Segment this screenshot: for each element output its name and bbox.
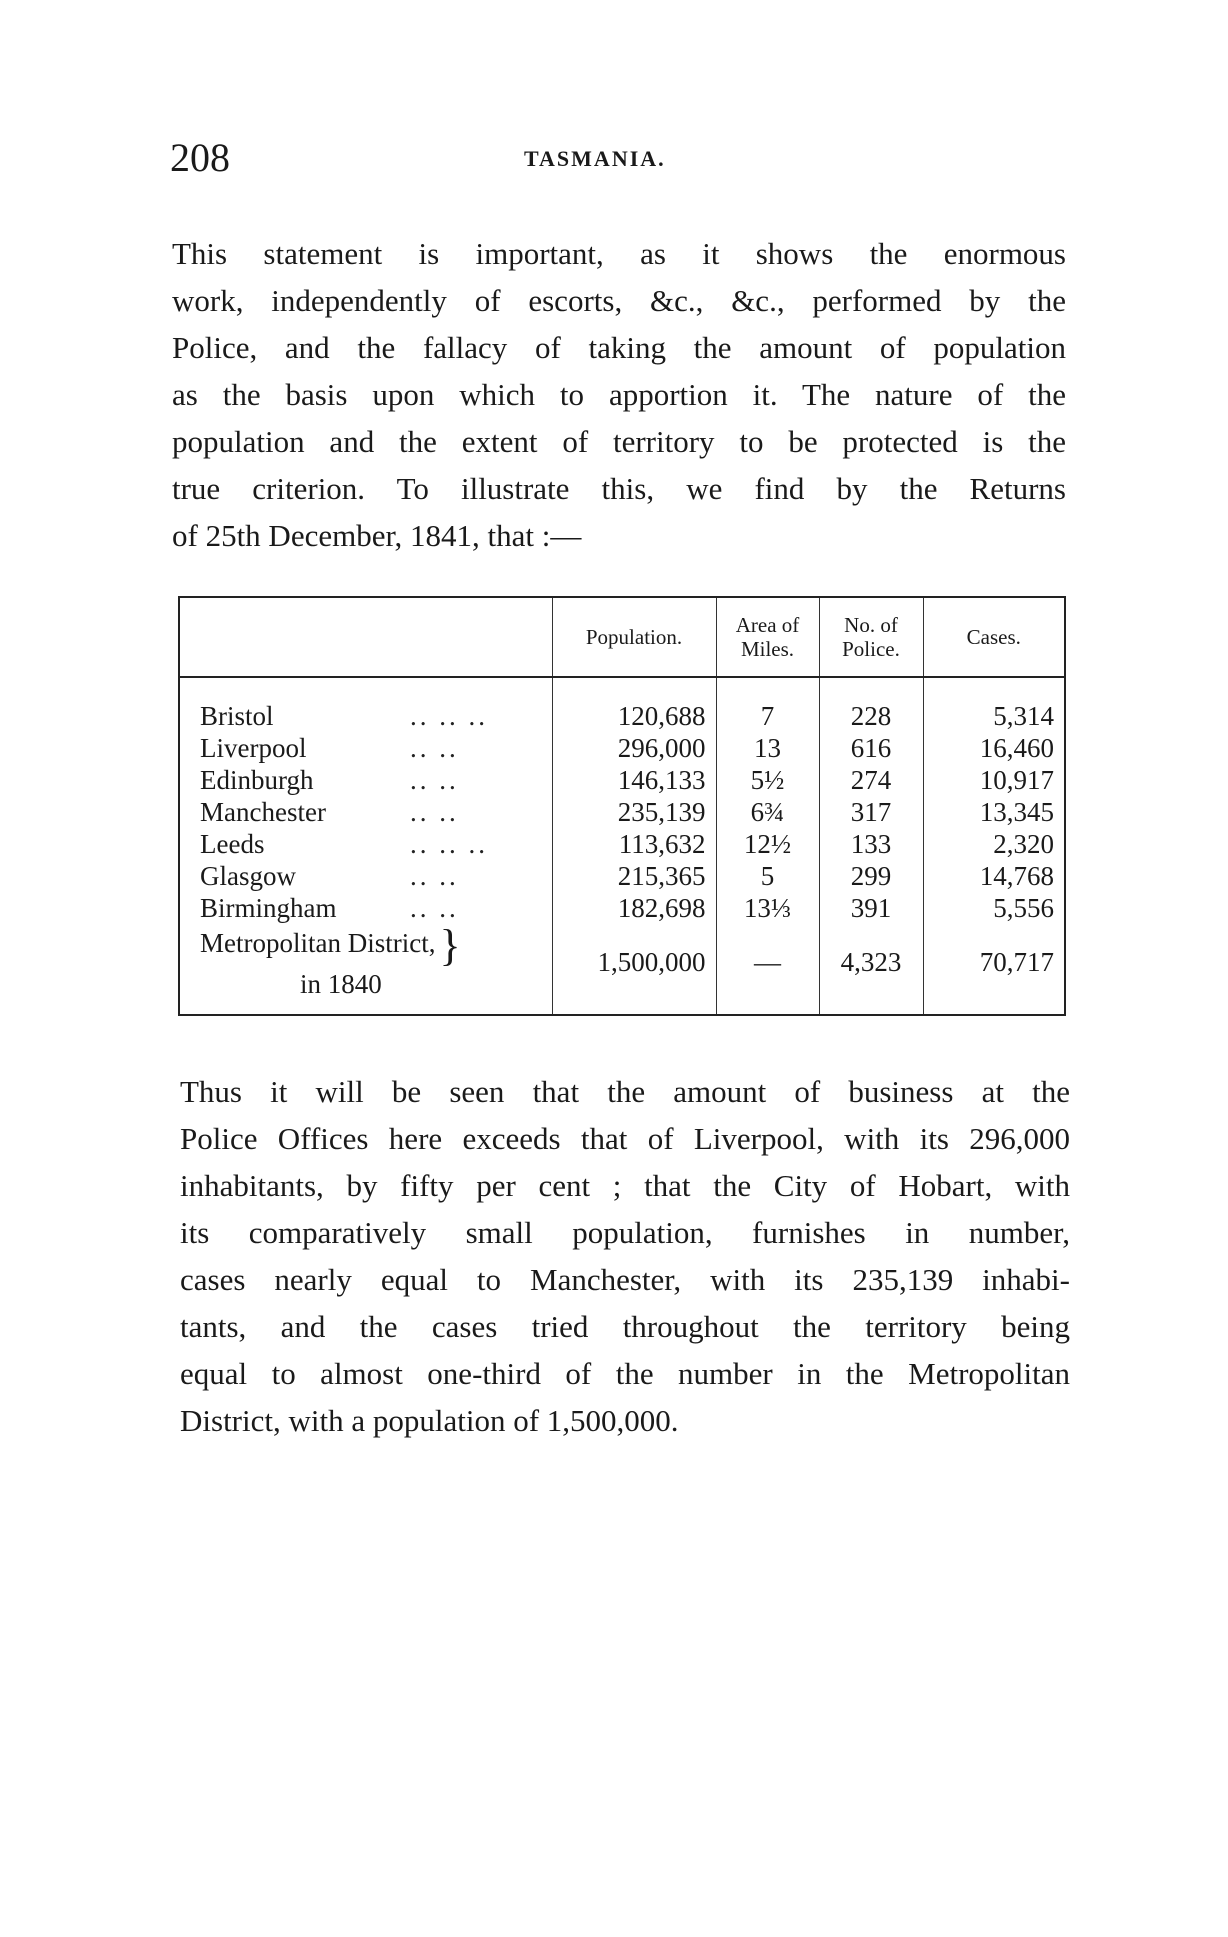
population-cell: 296,000 [552,732,716,764]
text-line: work, independently of escorts, &c., &c., performed by the [172,283,1066,318]
cases-cell: 5,556 [923,892,1065,924]
running-title: TASMANIA. [524,146,666,171]
paragraph-conclusion [180,1068,1070,1444]
text-line: as the basis upon which to apportion it. The nature of the [172,377,1066,412]
place-name: Manchester [200,797,326,827]
table-header-row [179,597,1065,677]
text-line: true criterion. To illustrate this, we find by the Returns [172,471,1066,506]
leader-dots: .. .. [410,861,459,891]
police-cell: 274 [819,764,923,796]
population-cell: 235,139 [552,796,716,828]
text-line: population and the extent of territory to be protected is the [172,424,1066,459]
police-cell: 133 [819,828,923,860]
header-area: Area of Miles. [716,597,819,677]
area-cell: 6¾ [716,796,819,828]
text-line: its comparatively small population, furnishes in number, [180,1215,1070,1250]
place-name: Metropolitan District, [200,928,436,959]
place-name: Edinburgh [200,765,314,795]
cases-cell: 5,314 [923,677,1065,732]
area-cell: 7 [716,677,819,732]
police-cell: 616 [819,732,923,764]
leader-dots: .. .. [410,893,459,923]
cases-cell: 70,717 [923,924,1065,1015]
table-row [179,677,1065,732]
text-line: tants, and the cases tried throughout the territory being [180,1309,1070,1344]
police-cell: 228 [819,677,923,732]
place-name: Bristol [200,701,274,731]
place-name: Glasgow [200,861,296,891]
population-cell: 120,688 [552,677,716,732]
table-row [179,924,1065,1015]
area-cell: 12½ [716,828,819,860]
police-cell: 4,323 [819,924,923,1015]
area-cell: 5 [716,860,819,892]
text-line: equal to almost one-third of the number in the Metropolitan [180,1356,1070,1391]
cases-cell: 10,917 [923,764,1065,796]
leader-dots: .. .. .. [410,701,488,731]
header-place [179,597,552,677]
place-subline: in 1840 [300,969,382,999]
page-header [170,134,1070,184]
leader-dots: .. .. [410,797,459,827]
police-cell: 391 [819,892,923,924]
cases-cell: 14,768 [923,860,1065,892]
header-cases: Cases. [923,597,1065,677]
population-cell: 182,698 [552,892,716,924]
cases-cell: 16,460 [923,732,1065,764]
police-cell: 299 [819,860,923,892]
text-line: of 25th December, 1841, that :— [172,518,582,553]
paragraph-intro [172,230,1066,559]
place-name: Leeds [200,829,265,859]
text-line: District, with a population of 1,500,000. [180,1403,679,1438]
text-line: Thus it will be seen that the amount of business at the [180,1074,1070,1109]
area-cell: 13 [716,732,819,764]
population-cell: 1,500,000 [552,924,716,1015]
header-population: Population. [552,597,716,677]
text-line: inhabitants, by fifty per cent ; that the City of Hobart, with [180,1168,1070,1203]
text-line: This statement is important, as it shows the enormous [172,236,1066,271]
text-line: Police Offices here exceeds that of Liverpool, with its 296,000 [180,1121,1070,1156]
leader-dots: .. .. [410,733,459,763]
header-police: No. of Police. [819,597,923,677]
population-cell: 113,632 [552,828,716,860]
leader-dots: .. .. [410,765,459,795]
table-row [179,764,1065,796]
table-row [179,828,1065,860]
police-statistics-table [178,596,1064,1010]
leader-dots: .. .. .. [410,829,488,859]
text-line: Police, and the fallacy of taking the amount of population [172,330,1066,365]
place-name: Birmingham [200,893,337,923]
brace-glyph: } [439,921,461,970]
police-cell: 317 [819,796,923,828]
cases-cell: 2,320 [923,828,1065,860]
cases-cell: 13,345 [923,796,1065,828]
page-number: 208 [170,135,230,180]
table-row [179,796,1065,828]
table-row [179,860,1065,892]
table-row [179,732,1065,764]
text-line: cases nearly equal to Manchester, with its 235,139 inhabi- [180,1262,1070,1297]
area-cell: — [716,924,819,1015]
population-cell: 215,365 [552,860,716,892]
table-row [179,892,1065,924]
place-name: Liverpool [200,733,307,763]
area-cell: 13⅓ [716,892,819,924]
area-cell: 5½ [716,764,819,796]
population-cell: 146,133 [552,764,716,796]
